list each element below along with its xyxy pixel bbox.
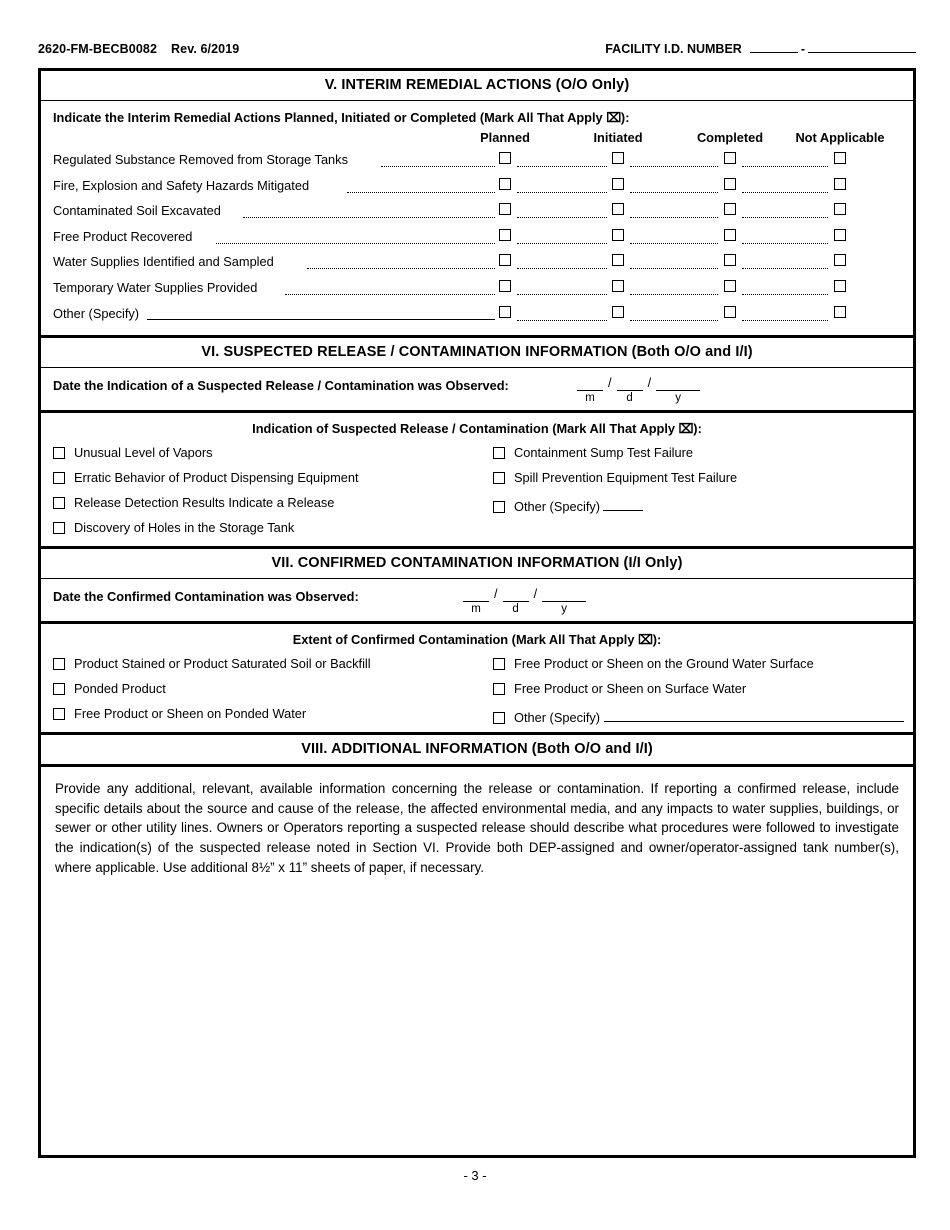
leader-dots <box>517 280 607 295</box>
page-number: - 3 - <box>463 1168 487 1183</box>
leader-dots <box>742 229 828 244</box>
section-vii-title: VII. CONFIRMED CONTAMINATION INFORMATION (I/I Only) <box>41 549 913 579</box>
date-day-caption: d <box>512 603 519 616</box>
list-item[interactable] <box>53 445 212 460</box>
section-vii-grid-header: Extent of Confirmed Contamination (Mark All That Apply ⌧): <box>292 632 662 648</box>
leader-dots <box>243 203 495 218</box>
section-vi-checkbox-grid <box>41 441 913 545</box>
leader-dots <box>630 203 718 218</box>
section-vi-indications <box>41 413 913 549</box>
list-item-label: Containment Sump Test Failure <box>514 445 694 461</box>
table-row <box>51 174 903 200</box>
section-viii-body[interactable] <box>41 767 913 877</box>
date-day[interactable] <box>617 376 643 405</box>
leader-dots <box>742 306 828 321</box>
list-item[interactable] <box>53 495 334 510</box>
table-row <box>51 199 903 225</box>
checkbox[interactable] <box>493 712 505 724</box>
other-specify-label: Other (Specify) <box>514 499 601 515</box>
row-label: Contaminated Soil Excavated <box>53 203 221 219</box>
list-item-label: Erratic Behavior of Product Dispensing Equipment <box>74 470 359 486</box>
column-header-initiated: Initiated <box>593 130 643 145</box>
document-revision: Rev. 6/2019 <box>171 42 240 56</box>
list-item-label: Free Product or Sheen on the Ground Water Surface <box>514 656 814 672</box>
list-item-label: Ponded Product <box>74 681 166 697</box>
list-item[interactable] <box>493 470 737 485</box>
leader-dots <box>742 254 828 269</box>
date-separator: / <box>608 375 612 391</box>
checkbox-completed[interactable] <box>724 152 736 164</box>
leader-dots <box>285 280 495 295</box>
leader-dots <box>517 306 607 321</box>
leader-dots <box>742 280 828 295</box>
leader-dots <box>630 152 718 167</box>
other-specify-label: Other (Specify) <box>514 710 601 726</box>
table-row <box>51 250 903 276</box>
checkbox-initiated[interactable] <box>612 254 624 266</box>
list-item-label: Unusual Level of Vapors <box>74 445 213 461</box>
date-day-input[interactable] <box>503 587 529 602</box>
section-v-column-headers <box>51 128 903 148</box>
section-v-prompt: Indicate the Interim Remedial Actions Planned, Initiated or Completed (Mark All That Apply ⌧): <box>53 110 630 125</box>
leader-dots <box>517 229 607 244</box>
date-day[interactable] <box>503 587 529 616</box>
facility-id-prefix-input[interactable] <box>750 40 798 53</box>
section-vi-date-fields <box>577 376 700 405</box>
section-vii-extent <box>41 624 913 735</box>
date-month-input[interactable] <box>577 376 603 391</box>
list-item-label: Release Detection Results Indicate a Release <box>74 495 335 511</box>
checkbox-initiated[interactable] <box>612 229 624 241</box>
date-year-caption: y <box>675 392 681 405</box>
leader-dots <box>742 203 828 218</box>
list-item[interactable] <box>53 681 166 696</box>
table-row <box>51 276 903 302</box>
checkbox[interactable] <box>493 683 505 695</box>
column-header-completed: Completed <box>696 130 764 145</box>
date-year-input[interactable] <box>656 376 700 391</box>
leader-dots <box>216 229 495 244</box>
checkbox-not-applicable[interactable] <box>834 280 846 292</box>
date-year-input[interactable] <box>542 587 586 602</box>
form-body <box>38 68 916 1158</box>
date-year[interactable] <box>656 376 700 405</box>
facility-id-field <box>605 40 916 56</box>
date-day-caption: d <box>626 392 633 405</box>
list-item[interactable] <box>493 656 814 671</box>
section-vii-checkbox-grid <box>41 652 913 731</box>
checkbox[interactable] <box>53 472 65 484</box>
list-item-label: Free Product or Sheen on Surface Water <box>514 681 747 697</box>
checkbox-initiated[interactable] <box>612 203 624 215</box>
checkbox-planned[interactable] <box>499 280 511 292</box>
list-item-other[interactable] <box>493 499 643 514</box>
leader-dots <box>630 178 718 193</box>
checkbox-completed[interactable] <box>724 203 736 215</box>
checkbox-planned[interactable] <box>499 254 511 266</box>
row-label: Water Supplies Identified and Sampled <box>53 254 274 270</box>
row-label-other: Other (Specify) <box>53 305 140 321</box>
checkbox-not-applicable[interactable] <box>834 254 846 266</box>
list-item-label: Spill Prevention Equipment Test Failure <box>514 470 738 486</box>
list-item-label <box>514 710 904 725</box>
checkbox-planned[interactable] <box>499 306 511 318</box>
date-month[interactable] <box>577 376 603 405</box>
leader-dots <box>630 306 718 321</box>
column-header-not-applicable: Not Applicable <box>795 130 885 145</box>
date-separator: / <box>647 375 652 391</box>
checkbox[interactable] <box>493 658 505 670</box>
checkbox-completed[interactable] <box>724 280 736 292</box>
checkbox[interactable] <box>493 501 505 513</box>
checkbox-initiated[interactable] <box>612 280 624 292</box>
section-viii-title: VIII. ADDITIONAL INFORMATION (Both O/O and I/I) <box>41 735 913 767</box>
checkbox-initiated[interactable] <box>612 306 624 318</box>
checkbox-completed[interactable] <box>724 229 736 241</box>
checkbox[interactable] <box>53 683 65 695</box>
checkbox-planned[interactable] <box>499 152 511 164</box>
row-label: Free Product Recovered <box>53 228 193 244</box>
leader-dots <box>347 178 495 193</box>
document-header <box>38 40 916 60</box>
checkbox[interactable] <box>53 708 65 720</box>
leader-dots <box>381 152 495 167</box>
other-specify-input[interactable] <box>604 710 904 722</box>
date-month-caption: m <box>585 392 595 405</box>
leader-dots <box>630 229 718 244</box>
leader-dots <box>517 178 607 193</box>
other-specify-input[interactable] <box>603 499 643 511</box>
table-row <box>51 148 903 174</box>
column-header-planned: Planned <box>480 130 530 145</box>
date-month-caption: m <box>471 603 481 616</box>
document-code <box>38 42 239 56</box>
checkbox[interactable] <box>53 658 65 670</box>
row-label: Fire, Explosion and Safety Hazards Mitigated <box>53 177 310 193</box>
date-month[interactable] <box>463 587 489 616</box>
facility-id-dash: - <box>800 42 805 56</box>
list-item-label: Discovery of Holes in the Storage Tank <box>74 520 295 536</box>
checkbox-not-applicable[interactable] <box>834 229 846 241</box>
row-label: Regulated Substance Removed from Storage Tanks <box>53 152 348 167</box>
section-vii-date-label: Date the Confirmed Contamination was Observed: <box>53 589 359 605</box>
leader-dots <box>517 254 607 269</box>
checkbox-not-applicable[interactable] <box>834 203 846 215</box>
checkbox-planned[interactable] <box>499 229 511 241</box>
list-item[interactable] <box>493 445 693 460</box>
table-row <box>51 225 903 251</box>
checkbox[interactable] <box>493 472 505 484</box>
checkbox-completed[interactable] <box>724 306 736 318</box>
section-v-title: V. INTERIM REMEDIAL ACTIONS (O/O Only) <box>41 71 913 101</box>
facility-id-suffix-input[interactable] <box>808 40 916 53</box>
section-vii-date-row <box>41 579 913 624</box>
list-item-label: Product Stained or Product Saturated Soil or Backfill <box>74 656 371 672</box>
date-separator: / <box>533 586 538 602</box>
leader-dots <box>630 254 718 269</box>
date-separator: / <box>494 586 498 602</box>
list-item[interactable] <box>53 470 359 485</box>
checkbox[interactable] <box>53 522 65 534</box>
leader-dots <box>630 280 718 295</box>
list-item[interactable] <box>493 681 746 696</box>
section-vi-date-row <box>41 368 913 413</box>
section-vi-date-label: Date the Indication of a Suspected Release / Contamination was Observed: <box>53 378 509 394</box>
page-footer <box>0 1168 950 1183</box>
list-item[interactable] <box>53 520 294 535</box>
leader-dots <box>307 254 495 269</box>
list-item[interactable] <box>53 656 371 671</box>
list-item[interactable] <box>53 706 306 721</box>
date-day-input[interactable] <box>617 376 643 391</box>
leader-dots <box>517 203 607 218</box>
leader-dots <box>742 152 828 167</box>
date-month-input[interactable] <box>463 587 489 602</box>
checkbox[interactable] <box>53 447 65 459</box>
table-row-other <box>51 302 903 328</box>
section-vi-title: VI. SUSPECTED RELEASE / CONTAMINATION INFORMATION (Both O/O and I/I) <box>41 338 913 368</box>
checkbox-completed[interactable] <box>724 178 736 190</box>
leader-dots <box>742 178 828 193</box>
section-v-body <box>41 101 913 338</box>
checkbox-initiated[interactable] <box>612 152 624 164</box>
checkbox-not-applicable[interactable] <box>834 152 846 164</box>
list-item-label: Free Product or Sheen on Ponded Water <box>74 706 307 722</box>
other-specify-input[interactable] <box>147 305 495 320</box>
checkbox[interactable] <box>493 447 505 459</box>
section-viii-paragraph: Provide any additional, relevant, available information concerning the release or contamination. If reporting a confirmed release, include specific details about the source and cause of the release, the affected environmental media, and any impacts to water supplies, buildings, or sewer or other utility lines. Owners or Operators reporting a suspected release should describe what procedures were followed to investigate the indication(s) of the suspected release noted in Section VI. Provide both DEP-assigned and owner/operator-assigned tank number(s), where applicable. Use additional 8½” x 11” sheets of paper, if necessary. <box>55 781 899 875</box>
checkbox-planned[interactable] <box>499 203 511 215</box>
date-year-caption: y <box>561 603 567 616</box>
checkbox-planned[interactable] <box>499 178 511 190</box>
leader-dots <box>517 152 607 167</box>
row-label: Temporary Water Supplies Provided <box>53 279 258 295</box>
checkbox-initiated[interactable] <box>612 178 624 190</box>
section-vii-date-fields <box>463 587 586 616</box>
checkbox-not-applicable[interactable] <box>834 178 846 190</box>
facility-id-label: FACILITY I.D. NUMBER <box>605 42 742 56</box>
date-year[interactable] <box>542 587 586 616</box>
document-code-text: 2620-FM-BECB0082 <box>38 42 158 56</box>
checkbox[interactable] <box>53 497 65 509</box>
list-item-other[interactable] <box>493 710 904 725</box>
checkbox-not-applicable[interactable] <box>834 306 846 318</box>
checkbox-completed[interactable] <box>724 254 736 266</box>
section-vi-grid-header: Indication of Suspected Release / Contamination (Mark All That Apply ⌧): <box>252 421 702 437</box>
list-item-label <box>514 499 643 514</box>
